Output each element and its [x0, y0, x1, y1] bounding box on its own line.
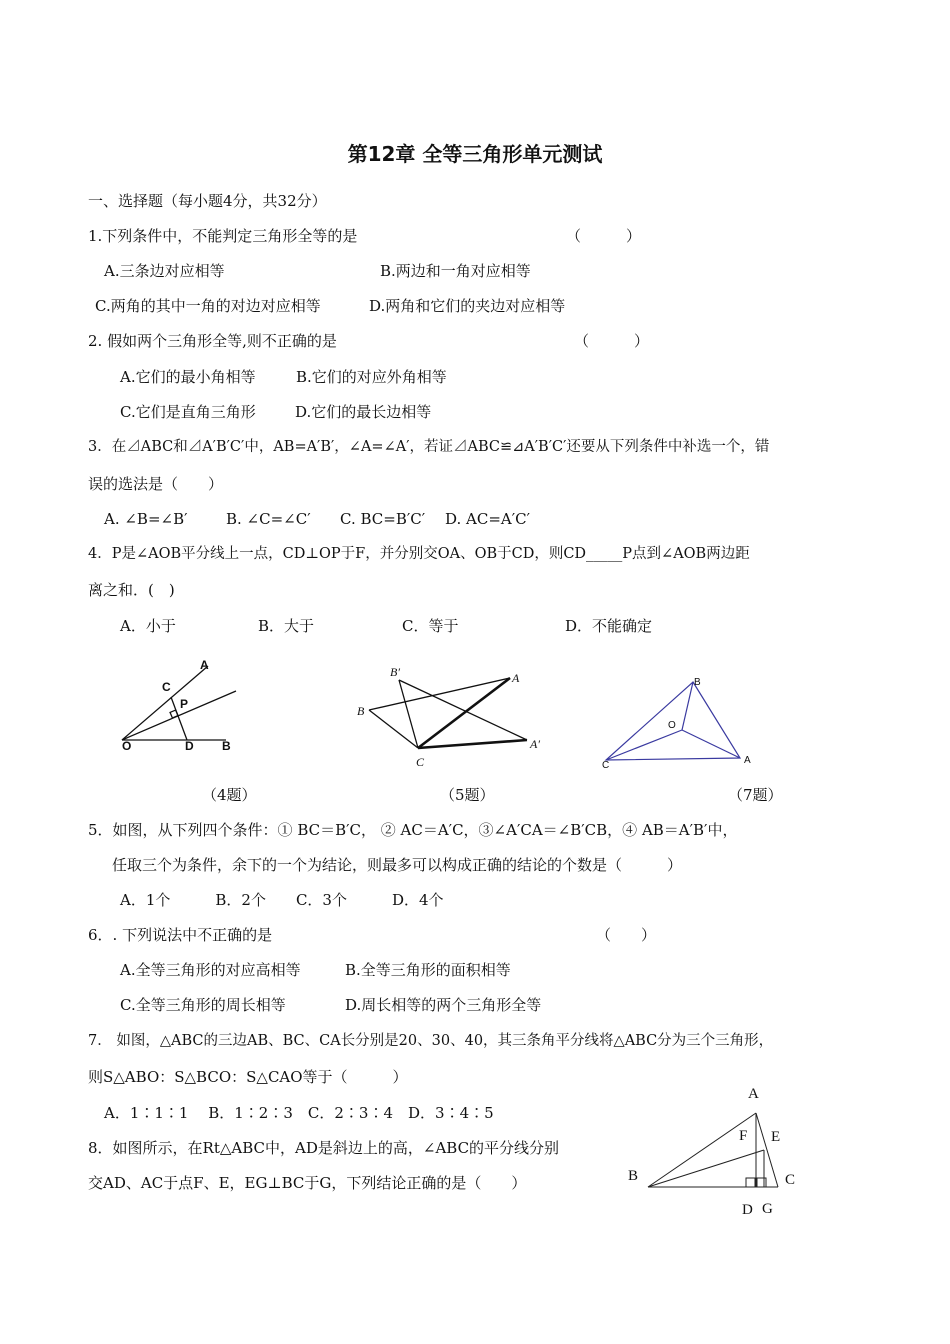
ray-op [122, 691, 236, 740]
q3-option-a: A. ∠B=∠B′ [104, 510, 188, 528]
bisector-ob [682, 682, 693, 730]
q4-option-b: B．大于 [258, 617, 315, 635]
q4-option-a: A．小于 [120, 617, 176, 635]
q1-option-d: D.两角和它们的夹边对应相等 [369, 297, 566, 315]
label-b: B [694, 677, 701, 688]
q1-stem: 1.下列条件中，不能判定三角形全等的是 [88, 227, 358, 245]
q8-line2: 交AD、AC于点F、E，EG⊥BC于G，下列结论正确的是（ ） [88, 1174, 527, 1192]
q5-line1: 5．如图，从下列四个条件：① BC＝B′C， ② AC＝A′C，③∠A′CA＝∠B′CB，④ AB＝A′B′中， [88, 821, 738, 839]
q6-stem: 6．. 下列说法中不正确的是 [88, 926, 273, 944]
q7-line1: 7． 如图，△ABC的三边AB、BC、CA长分别是20、30、40，其三条角平分线将△ABC分为三个三角形， [88, 1033, 774, 1049]
q2-option-b: B.它们的对应外角相等 [296, 368, 447, 386]
q5-options: A．1个 B．2个 C．3个 D．4个 [120, 891, 444, 909]
label-p: P [180, 697, 189, 711]
q7-options: A．1∶1∶1 B．1∶2∶3 C．2∶3∶4 D．3∶4∶5 [104, 1104, 494, 1122]
label-d: D [185, 739, 194, 753]
q2-option-c: C.它们是直角三角形 [120, 403, 256, 421]
label-b: B [222, 739, 231, 753]
label-b: B [357, 704, 365, 718]
q3-line1: 3．在⊿ABC和⊿A′B′C′中，AB=A′B′，∠A=∠A′，若证⊿ABC≌⊿A′B′C′还要从下列条件中补选一个，错 [88, 439, 770, 455]
q2-option-a: A.它们的最小角相等 [120, 368, 256, 386]
q3-option-d: D. AC=A′C′ [445, 510, 531, 528]
q3-option-b: B. ∠C=∠C′ [226, 510, 311, 528]
label-c: C [416, 755, 425, 769]
figure-q7 [598, 670, 758, 770]
segment-ca1 [418, 740, 527, 748]
section-heading: 一、选择题（每小题4分，共32分） [88, 192, 327, 210]
q5-line2: 任取三个为条件，余下的一个为结论，则最多可以构成正确的结论的个数是（ ） [112, 856, 683, 874]
label-a-prime: A′ [530, 737, 540, 751]
label-d: D [742, 1202, 753, 1218]
q2-stem: 2. 假如两个三角形全等,则不正确的是 [88, 332, 337, 350]
q6-option-d: D.周长相等的两个三角形全等 [345, 996, 542, 1014]
q2-option-d: D.它们的最长边相等 [295, 403, 432, 421]
segment-ac [756, 1113, 781, 1187]
caption-q7: （7题） [728, 786, 783, 804]
q4-line1: 4．P是∠AOB平分线上一点，CD⊥OP于F，并分别交OA、OB于CD，则CD_____P点到∠AOB两边距 [88, 546, 750, 562]
bisector-be [648, 1150, 764, 1187]
label-a: A [748, 1086, 759, 1102]
segment-ba [648, 1113, 756, 1187]
label-o: O [668, 720, 676, 731]
label-a: A [200, 658, 209, 672]
ray-oa [122, 666, 208, 740]
q1-option-b: B.两边和一角对应相等 [380, 262, 531, 280]
q8-line1: 8．如图所示，在Rt△ABC中，AD是斜边上的高，∠ABC的平分线分别 [88, 1139, 560, 1157]
label-f: F [739, 1128, 748, 1144]
q6-answer-bracket: （ ） [596, 926, 657, 944]
label-b: B [628, 1168, 639, 1184]
q1-answer-bracket: （ ） [566, 227, 642, 245]
figure-q5 [352, 660, 552, 775]
q6-option-b: B.全等三角形的面积相等 [345, 961, 511, 979]
label-o: O [122, 739, 132, 753]
figure-q4 [110, 655, 260, 755]
q3-line2: 误的选法是（ ） [88, 475, 224, 493]
segment-b1c [399, 680, 418, 748]
segment-bc [369, 710, 418, 748]
label-b-prime: B′ [390, 665, 400, 679]
q3-option-c: C. BC=B′C′ [340, 510, 426, 528]
label-c: C [162, 680, 171, 694]
label-e: E [771, 1129, 781, 1145]
bisector-oc [606, 730, 682, 760]
caption-q4: （4题） [202, 786, 257, 804]
q7-line2: 则S△ABO：S△BCO：S△CAO等于（ ） [88, 1068, 408, 1086]
q4-line2: 离之和．( ) [88, 581, 175, 599]
label-g: G [762, 1201, 773, 1217]
q1-option-c: C.两角的其中一角的对边对应相等 [95, 297, 321, 315]
figure-q8 [620, 1080, 820, 1220]
right-angle-mark [170, 710, 178, 718]
right-angle-mark-g [757, 1178, 766, 1187]
label-a: A [512, 671, 520, 685]
q4-option-d: D．不能确定 [565, 617, 653, 635]
q4-option-c: C．等于 [402, 617, 459, 635]
label-c: C [785, 1172, 796, 1188]
label-c: C [602, 760, 610, 771]
q6-option-c: C.全等三角形的周长相等 [120, 996, 286, 1014]
q2-answer-bracket: （ ） [574, 332, 650, 350]
page-title: 第12章 全等三角形单元测试 [347, 142, 603, 166]
q1-option-a: A.三条边对应相等 [104, 262, 225, 280]
q6-option-a: A.全等三角形的对应高相等 [120, 961, 301, 979]
right-angle-mark-d [746, 1178, 755, 1187]
label-a: A [744, 755, 751, 766]
caption-q5: （5题） [440, 786, 495, 804]
